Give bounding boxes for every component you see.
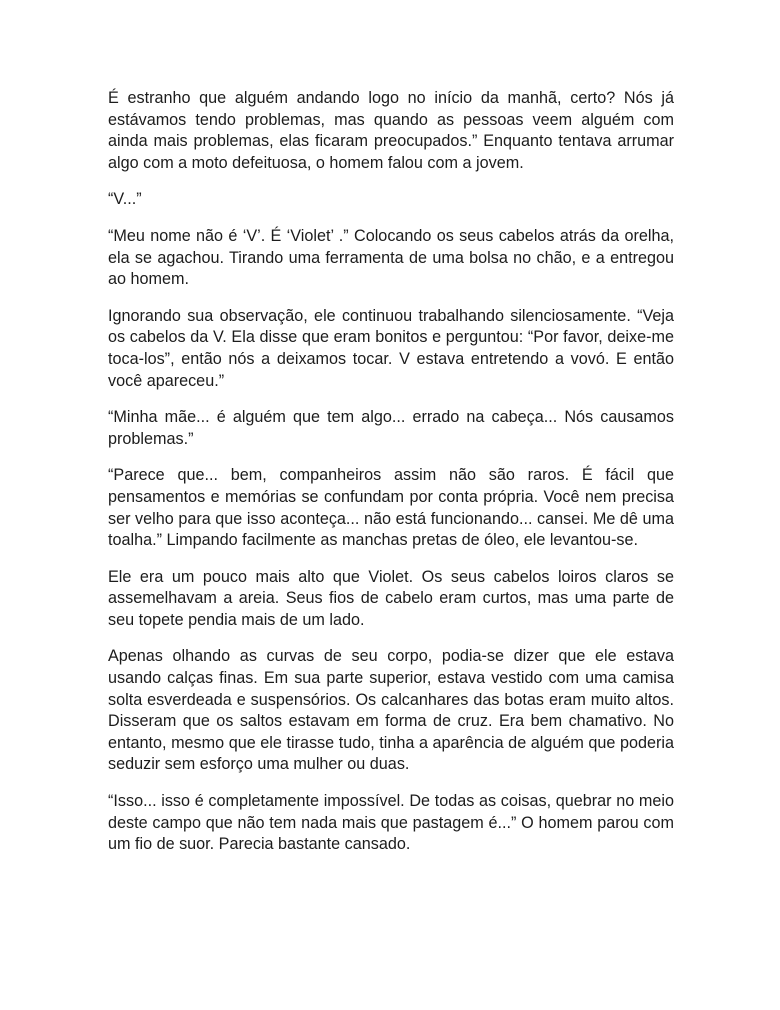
paragraph-5: “Minha mãe... é alguém que tem algo... errado na cabeça... Nós causamos problemas.” bbox=[108, 408, 674, 448]
paragraph-3: “Meu nome não é ‘V’. É ‘Violet’ .” Colocando os seus cabelos atrás da orelha, ela se agachou. Tirando uma ferramenta de uma bolsa no chão, e a entregou ao homem. bbox=[108, 226, 674, 289]
document-page bbox=[108, 88, 674, 871]
paragraph-6: “Parece que... bem, companheiros assim não são raros. É fácil que pensamentos e memórias se confundam por conta própria. Você nem precisa ser velho para que isso aconteça... não está funcionando... cansei. Me dê uma toalha.” Limpando facilmente as manchas pretas de óleo, ele levantou-se. bbox=[108, 466, 674, 550]
paragraph-4: Ignorando sua observação, ele continuou trabalhando silenciosamente. “Veja os cabelos da V. Ela disse que eram bonitos e perguntou: “Por favor, deixe-me toca-los”, então nós a deixamos tocar. V estava entretendo a vovó. E então você apareceu.” bbox=[108, 306, 674, 390]
paragraph-8: Apenas olhando as curvas de seu corpo, podia-se dizer que ele estava usando calças finas. Em sua parte superior, estava vestido com uma camisa solta esverdeada e suspensórios. Os calcanhares das botas eram muito altos. Disseram que os saltos estavam em forma de cruz. Era bem chamativo. No entanto, mesmo que ele tirasse tudo, tinha a aparência de alguém que poderia seduzir sem esforço uma mulher ou duas. bbox=[108, 647, 674, 774]
paragraph-1: É estranho que alguém andando logo no início da manhã, certo? Nós já estávamos tendo problemas, mas quando as pessoas veem alguém com ainda mais problemas, elas ficaram preocupados.” Enquanto tentava arrumar algo com a moto defeituosa, o homem falou com a jovem. bbox=[108, 89, 674, 172]
paragraph-9: “Isso... isso é completamente impossível. De todas as coisas, quebrar no meio deste campo que não tem nada mais que pastagem é...” O homem parou com um fio de suor. Parecia bastante cansado. bbox=[108, 792, 674, 854]
paragraph-2: “V...” bbox=[108, 190, 142, 209]
paragraph-7: Ele era um pouco mais alto que Violet. Os seus cabelos loiros claros se assemelhavam a areia. Seus fios de cabelo eram curtos, mas uma parte de seu topete pendia mais de um lado. bbox=[108, 567, 674, 629]
